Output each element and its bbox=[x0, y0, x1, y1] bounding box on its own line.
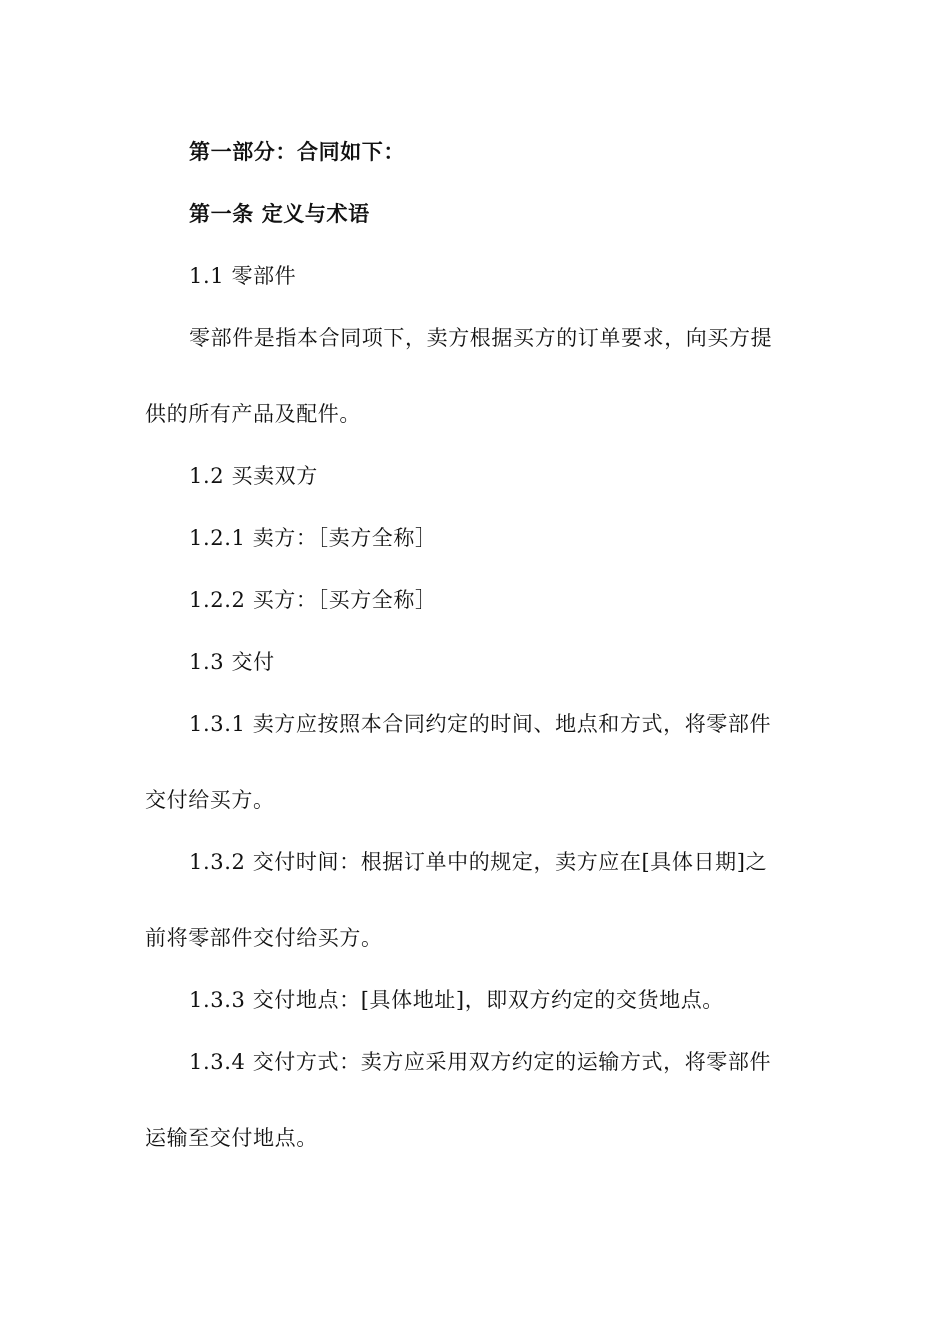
section-1-3-heading: 1.3 交付 bbox=[189, 650, 275, 674]
section-1-3-3: 1.3.3 交付地点：[具体地址]，即双方约定的交货地点。 bbox=[189, 988, 724, 1012]
section-1-3-4-line-1: 1.3.4 交付方式：卖方应采用双方约定的运输方式，将零部件 bbox=[189, 1050, 772, 1074]
section-1-2-2: 1.2.2 买方：［买方全称］ bbox=[189, 588, 437, 612]
section-1-3-2-line-1: 1.3.2 交付时间：根据订单中的规定，卖方应在[具体日期]之 bbox=[189, 850, 768, 874]
section-1-2-1: 1.2.1 卖方：［卖方全称］ bbox=[189, 526, 437, 550]
section-1-3-4-line-2: 运输至交付地点。 bbox=[145, 1126, 318, 1150]
section-1-3-2-line-2: 前将零部件交付给买方。 bbox=[145, 926, 383, 950]
part-title: 第一部分：合同如下： bbox=[189, 140, 405, 164]
section-1-1-body-line-1: 零部件是指本合同项下，卖方根据买方的订单要求，向买方提 bbox=[189, 326, 773, 350]
section-1-1-body-line-2: 供的所有产品及配件。 bbox=[145, 402, 361, 426]
section-1-3-1-line-2: 交付给买方。 bbox=[145, 788, 275, 812]
section-1-2-heading: 1.2 买卖双方 bbox=[189, 464, 318, 488]
section-1-1-heading: 1.1 零部件 bbox=[189, 264, 297, 288]
section-1-3-1-line-1: 1.3.1 卖方应按照本合同约定的时间、地点和方式，将零部件 bbox=[189, 712, 772, 736]
article-title: 第一条 定义与术语 bbox=[189, 202, 370, 226]
